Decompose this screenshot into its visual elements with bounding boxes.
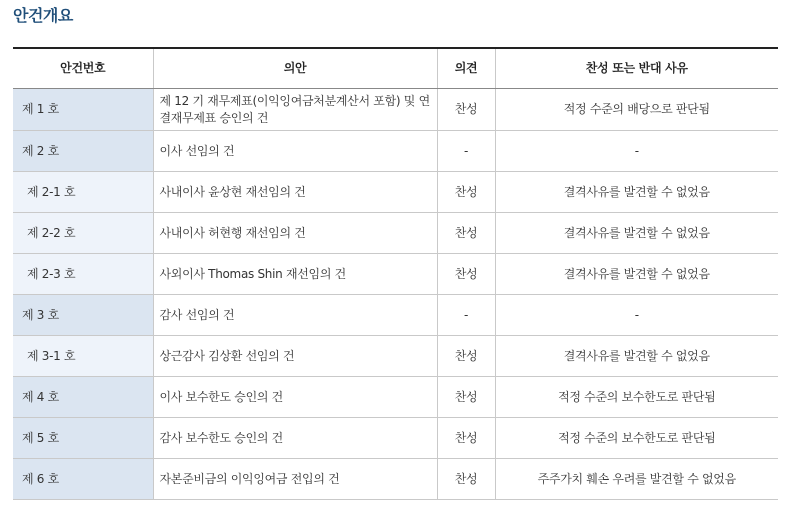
agenda-number: 제 2-2 호: [13, 213, 153, 254]
table-row: [13, 418, 778, 459]
agenda-title: 자본준비금의 이익잉여금 전입의 건: [153, 459, 437, 500]
agenda-opinion: 찬성: [437, 213, 495, 254]
agenda-reason: 적정 수준의 보수한도로 판단됨: [495, 377, 778, 418]
agenda-title: 이사 선임의 건: [153, 131, 437, 172]
agenda-reason: 적정 수준의 배당으로 판단됨: [495, 89, 778, 131]
agenda-title: 상근감사 김상환 선임의 건: [153, 336, 437, 377]
page-title: 안건개요: [13, 6, 73, 25]
agenda-title: 사내이사 허현행 재선임의 건: [153, 213, 437, 254]
table-row: [13, 131, 778, 172]
agenda-reason: 주주가치 훼손 우려를 발견할 수 없었음: [495, 459, 778, 500]
agenda-number: 제 1 호: [13, 89, 153, 131]
table-row: [13, 459, 778, 500]
table-row: [13, 254, 778, 295]
agenda-reason: -: [495, 295, 778, 336]
table-header-row: [13, 48, 778, 89]
agenda-reason: 적정 수준의 보수한도로 판단됨: [495, 418, 778, 459]
agenda-number: 제 2-1 호: [13, 172, 153, 213]
agenda-opinion: 찬성: [437, 377, 495, 418]
header-number: 안건번호: [13, 48, 153, 89]
table-row: [13, 213, 778, 254]
agenda-opinion: 찬성: [437, 336, 495, 377]
agenda-table: [13, 47, 778, 500]
agenda-reason: 결격사유를 발견할 수 없었음: [495, 254, 778, 295]
agenda-number: 제 3 호: [13, 295, 153, 336]
agenda-number: 제 2-3 호: [13, 254, 153, 295]
agenda-title: 감사 선임의 건: [153, 295, 437, 336]
agenda-opinion: 찬성: [437, 89, 495, 131]
table-row: [13, 377, 778, 418]
agenda-reason: 결격사유를 발견할 수 없었음: [495, 172, 778, 213]
agenda-reason: -: [495, 131, 778, 172]
agenda-reason: 결격사유를 발견할 수 없었음: [495, 213, 778, 254]
agenda-opinion: -: [437, 131, 495, 172]
agenda-opinion: -: [437, 295, 495, 336]
agenda-number: 제 6 호: [13, 459, 153, 500]
table-row: [13, 89, 778, 131]
header-opinion: 의견: [437, 48, 495, 89]
agenda-opinion: 찬성: [437, 254, 495, 295]
header-reason: 찬성 또는 반대 사유: [495, 48, 778, 89]
agenda-number: 제 4 호: [13, 377, 153, 418]
agenda-number: 제 5 호: [13, 418, 153, 459]
table-row: [13, 172, 778, 213]
agenda-opinion: 찬성: [437, 418, 495, 459]
agenda-title: 사내이사 윤상현 재선임의 건: [153, 172, 437, 213]
header-agenda: 의안: [153, 48, 437, 89]
table-row: [13, 336, 778, 377]
agenda-reason: 결격사유를 발견할 수 없었음: [495, 336, 778, 377]
table-row: [13, 295, 778, 336]
agenda-opinion: 찬성: [437, 459, 495, 500]
agenda-opinion: 찬성: [437, 172, 495, 213]
agenda-title: 제 12 기 재무제표(이익잉여금처분계산서 포함) 및 연결재무제표 승인의 건: [153, 89, 437, 131]
agenda-title: 사외이사 Thomas Shin 재선임의 건: [153, 254, 437, 295]
agenda-number: 제 2 호: [13, 131, 153, 172]
agenda-title: 이사 보수한도 승인의 건: [153, 377, 437, 418]
agenda-number: 제 3-1 호: [13, 336, 153, 377]
agenda-title: 감사 보수한도 승인의 건: [153, 418, 437, 459]
